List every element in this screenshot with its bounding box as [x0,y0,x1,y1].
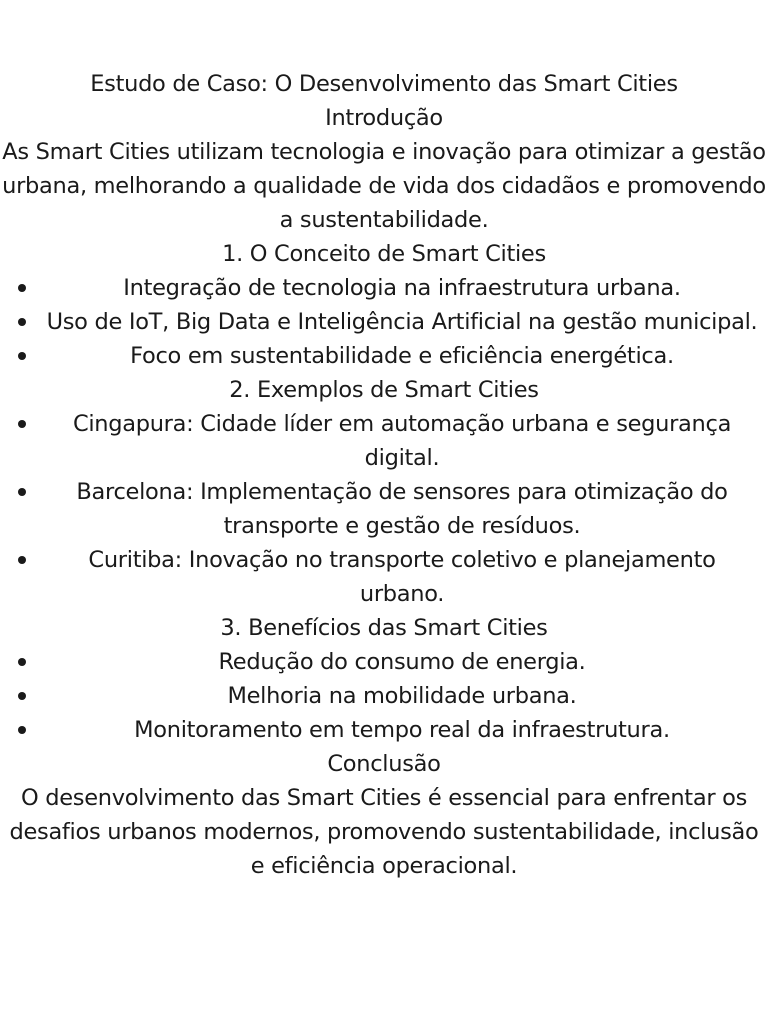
conclusion-heading: Conclusão [327,751,441,777]
bullet-icon [18,658,26,666]
bullet-list [0,407,768,611]
list-item-text: Cingapura: Cidade líder em automação urbana e segurança digital. [72,411,732,471]
bullet-icon [18,284,26,292]
bullet-icon [18,352,26,360]
bullet-icon [18,488,26,496]
list-item-text: Foco em sustentabilidade e eficiência energética. [130,343,674,369]
conclusion-paragraph: O desenvolvimento das Smart Cities é essencial para enfrentar os desafios urbanos modernos, promovendo sustentabilidade, inclusão e eficiência operacional. [9,785,759,879]
list-item-text: Redução do consumo de energia. [218,649,586,675]
list-item-text: Melhoria na mobilidade urbana. [227,683,577,709]
bullet-list [0,645,768,747]
list-item-text: Barcelona: Implementação de sensores para otimização do transporte e gestão de resíduos. [76,479,728,539]
list-item-text: Curitiba: Inovação no transporte coletivo e planejamento urbano. [88,547,716,607]
section-concept [0,237,768,373]
list-item [0,339,768,373]
bullet-list [0,271,768,373]
section-benefits [0,611,768,747]
intro-paragraph: As Smart Cities utilizam tecnologia e inovação para otimizar a gestão urbana, melhorando a qualidade de vida dos cidadãos e promovendo a sustentabilidade. [2,139,766,233]
list-item [0,305,768,339]
section-heading: 2. Exemplos de Smart Cities [229,377,539,403]
document-body [0,67,768,883]
list-item [0,543,768,611]
list-item [0,645,768,679]
bullet-icon [18,420,26,428]
section-heading: 1. O Conceito de Smart Cities [222,241,546,267]
section-heading: 3. Benefícios das Smart Cities [220,615,548,641]
list-item-text: Monitoramento em tempo real da infraestrutura. [134,717,670,743]
list-item-text: Integração de tecnologia na infraestrutura urbana. [123,275,681,301]
list-item-text: Uso de IoT, Big Data e Inteligência Artificial na gestão municipal. [46,309,758,335]
list-item [0,679,768,713]
list-item [0,407,768,475]
section-examples [0,373,768,611]
list-item [0,475,768,543]
bullet-icon [18,318,26,326]
document-title: Estudo de Caso: O Desenvolvimento das Smart Cities [90,71,678,97]
list-item [0,271,768,305]
bullet-icon [18,692,26,700]
intro-heading: Introdução [325,105,443,131]
bullet-icon [18,556,26,564]
list-item [0,713,768,747]
bullet-icon [18,726,26,734]
